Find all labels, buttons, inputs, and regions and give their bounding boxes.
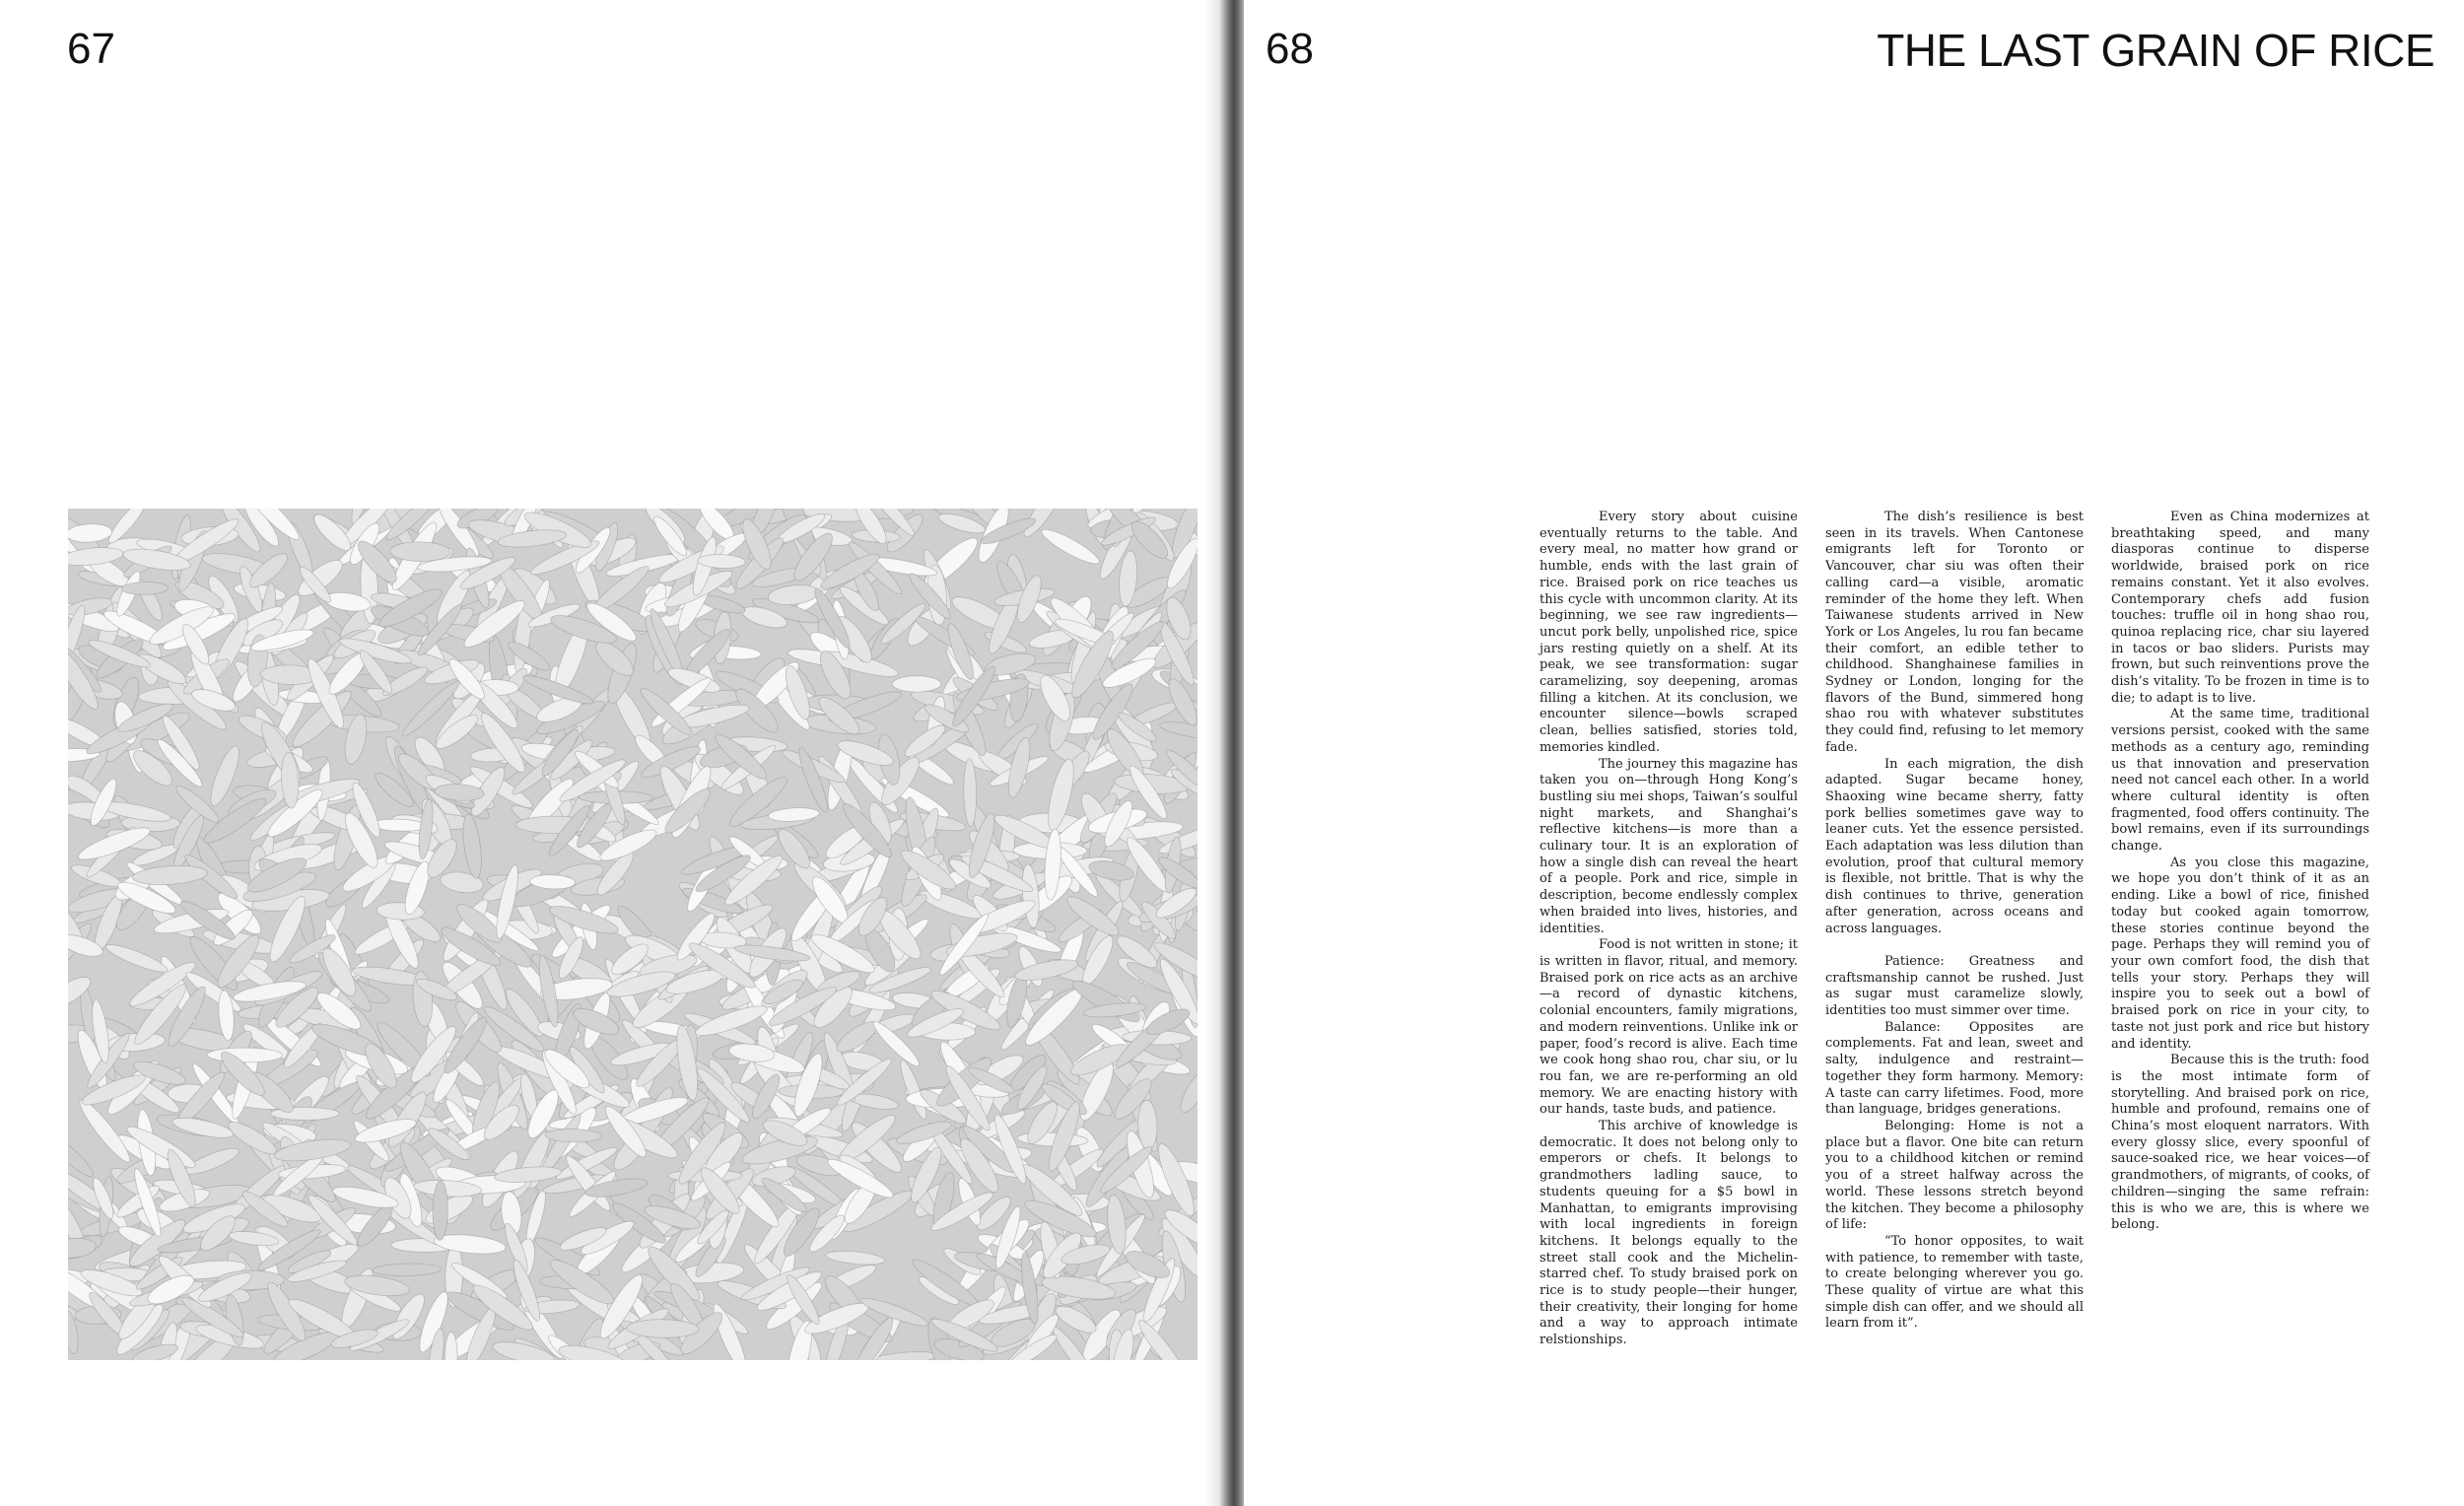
rice-grains-photo xyxy=(68,509,1198,1360)
right-page xyxy=(1244,0,2464,1506)
rice-grains-illustration xyxy=(68,509,1198,1360)
paragraph: Balance: Opposites are complements. Fat and lean, sweet and salty, indulgence and restraint—together they form harmony. Memory: A taste can carry lifetimes. Food, more than language, bridges generations. xyxy=(1825,1019,2084,1118)
paragraph: The journey this magazine has taken you on—through Hong Kong’s bustling siu mei shops, Taiwan’s soulful night markets, and Shanghai’s reflective kitchens—is more than a culinary tour. It is an exploration of how a single dish can reveal the heart of a people. Pork and rice, simple in description, become endlessly complex when braided into lives, histories, and identities. xyxy=(1540,756,1798,936)
paragraph: At the same time, traditional versions persist, cooked with the same methods as a century ago, reminding us that innovation and preservation need not cancel each other. In a world where cultural identity is often fragmented, food offers continuity. The bowl remains, even if its surroundings change. xyxy=(2111,707,2369,855)
paragraph: Even as China modernizes at breathtaking speed, and many diasporas continue to disperse worldwide, braised pork on rice remains constant. Yet it also evolves. Contemporary chefs add fusion touches: truffle oil in hong shao rou, quinoa replacing rice, char siu layered in tacos or bao sliders. Purists may frown, but such reinventions prove the dish’s vitality. To be frozen in time is to die; to adapt is to live. xyxy=(2111,510,2369,706)
paragraph: Belonging: Home is not a place but a flavor. One bite can return you to a childhood kitchen or remind you of a street halfway across the world. These lessons stretch beyond the kitchen. They become a philosophy of life: xyxy=(1825,1119,2084,1233)
page-number-right: 68 xyxy=(1266,25,1314,73)
paragraph: As you close this magazine, we hope you don’t think of it as an ending. Like a bowl of rice, finished today but cooked again tomorrow, these stories continue beyond the page. Perhaps they will remind you of your own comfort food, the dish that tells your story. Perhaps they will inspire you to seek out a bowl of braised pork on rice in your city, to taste not just pork and rice but history and identity. xyxy=(2111,855,2369,1052)
page-number-left: 67 xyxy=(67,25,115,73)
paragraph: Because this is the truth: food is the most intimate form of storytelling. And braised pork on rice, humble and profound, remains one of China’s most eloquent narrators. With every glossy slice, every spoonful of sauce-soaked rice, we hear voices—of grandmothers, of migrants, of cooks, of children—singing the same refrain: this is who we are, this is where we belong. xyxy=(2111,1053,2369,1233)
left-page xyxy=(0,0,1227,1506)
paragraph: The dish’s resilience is best seen in its travels. When Cantonese emigrants left for Toronto or Vancouver, char siu was often their calling card—a visible, aromatic reminder of the home they left. When Taiwanese students arrived in New York or Los Angeles, lu rou fan became their comfort, an edible tether to childhood. Shanghainese families in Sydney or London, longing for the flavors of the Bund, simmered hong shao rou with whatever substitutes they could find, refusing to let memory fade. xyxy=(1825,510,2084,755)
paragraph: This archive of knowledge is democratic. It does not belong only to emperors or chefs. It belongs to grandmothers ladling sauce, to students queuing for a $5 bowl in Manhattan, to emigrants improvising with local ingredients in foreign kitchens. It belongs equally to the street stall cook and the Michelin-starred chef. To study braised pork on rice is to study people—their hunger, their creativity, their longing for home and a way to approach intimate relstionships. xyxy=(1540,1119,1798,1348)
paragraph: “To honor opposites, to wait with patience, to remember with taste, to create belonging wherever you go. These quality of virtue are what this simple dish can offer, and we should all learn from it”. xyxy=(1825,1233,2084,1332)
text-column-3 xyxy=(2111,510,2369,1234)
paragraph: Every story about cuisine eventually returns to the table. And every meal, no matter how grand or humble, ends with the last grain of rice. Braised pork on rice teaches us this cycle with uncommon clarity. At its beginning, we see raw ingredients—uncut pork belly, unpolished rice, spice jars resting quietly on a shelf. At its peak, we see transformation: sugar caramelizing, soy deepening, aromas filling a kitchen. At its conclusion, we encounter silence—bowls scraped clean, bellies satisfied, stories told, memories kindled. xyxy=(1540,510,1798,755)
text-column-1 xyxy=(1540,510,1798,1349)
article-title: THE LAST GRAIN OF RICE xyxy=(1877,25,2434,76)
paragraph: Patience: Greatness and craftsmanship cannot be rushed. Just as sugar must caramelize slowly, identities too must simmer over time. xyxy=(1825,953,2084,1019)
text-column-2 xyxy=(1825,510,2084,1333)
paragraph: Food is not written in stone; it is written in flavor, ritual, and memory. Braised pork on rice acts as an archive—a record of dynastic kitchens, colonial encounters, family migrations, and modern reinventions. Unlike ink or paper, food’s record is alive. Each time we cook hong shao rou, char siu, or lu rou fan, we are re-performing an old memory. We are enacting history with our hands, taste buds, and patience. xyxy=(1540,937,1798,1118)
paragraph: In each migration, the dish adapted. Sugar became honey, Shaoxing wine became sherry, fatty pork bellies sometimes gave way to leaner cuts. Yet the essence persisted. Each adaptation was less dilution than evolution, proof that cultural memory is flexible, not brittle. That is why the dish continues to thrive, generation after generation, across oceans and across languages. xyxy=(1825,756,2084,936)
